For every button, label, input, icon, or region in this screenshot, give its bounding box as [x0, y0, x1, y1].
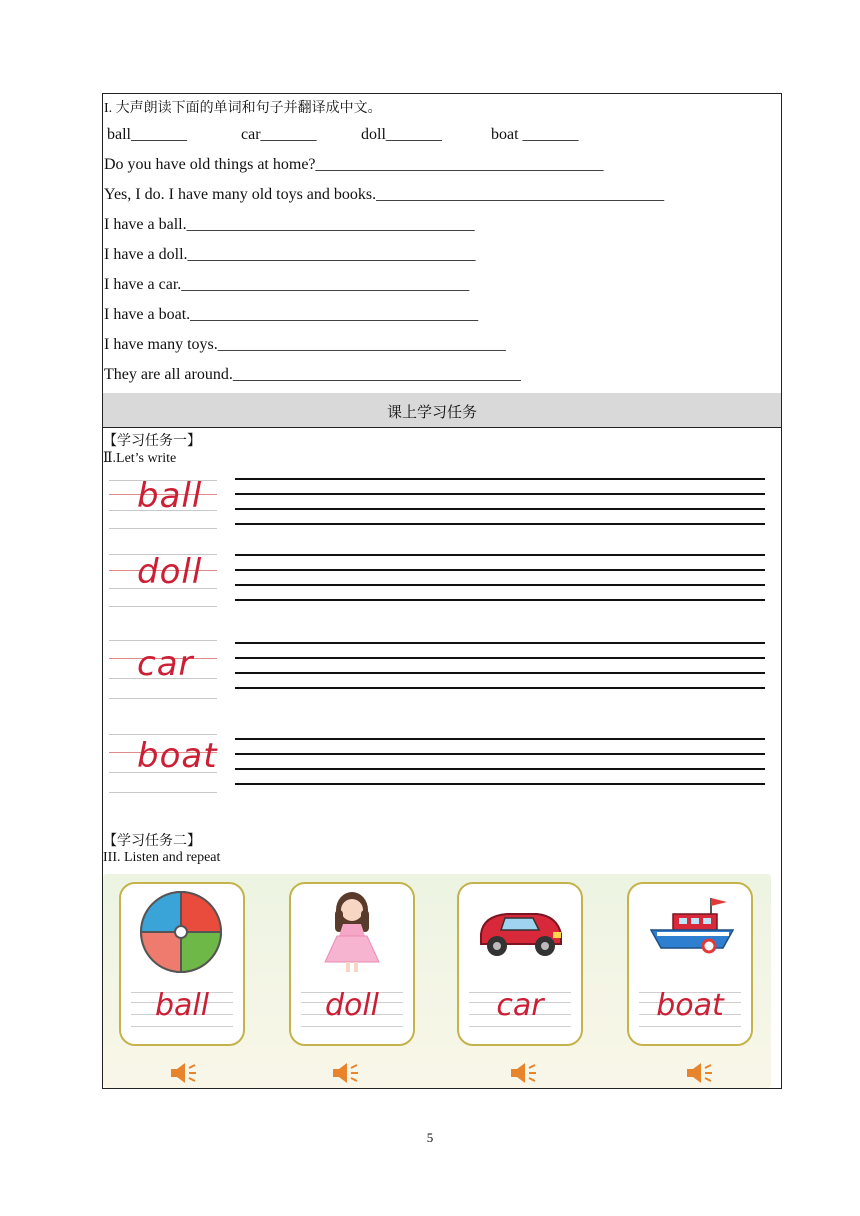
listen-panel [103, 874, 771, 1088]
speaker-icon[interactable] [509, 1062, 539, 1084]
write-word-doll [109, 554, 223, 614]
write-word-label: boat [137, 736, 218, 776]
toy-car-icon [459, 888, 581, 978]
part1-cell [103, 94, 781, 394]
card-boat [627, 882, 753, 1046]
worksheet-table [102, 93, 782, 1089]
write-word-label: ball [137, 476, 203, 516]
word-blank-doll: doll_______ [361, 126, 442, 143]
sentence-3: I have a ball.____________________________________ [104, 216, 475, 233]
sentence-1: Do you have old things at home?____________________________________ [104, 156, 604, 173]
toy-boat-icon [629, 888, 751, 978]
sentence-7: I have many toys.____________________________________ [104, 336, 506, 353]
sentence-8: They are all around.____________________________________ [104, 366, 521, 383]
doll-icon [291, 888, 413, 978]
tasks-cell [103, 428, 781, 1088]
write-word-boat [109, 734, 223, 796]
write-word-label: doll [137, 552, 203, 592]
page-number: 5 [426, 1130, 434, 1145]
card-car [457, 882, 583, 1046]
speaker-icon[interactable] [331, 1062, 361, 1084]
task2-title: 【学习任务二】 [103, 834, 201, 849]
task2-subtitle: III. Listen and repeat [103, 850, 221, 865]
write-word-label: car [137, 644, 194, 684]
beach-ball-icon [121, 888, 243, 978]
card-word: doll [324, 988, 380, 1023]
section-title: 课上学习任务 [386, 405, 477, 421]
sentence-2: Yes, I do. I have many old toys and books.____________________________________ [104, 186, 665, 203]
card-word: boat [656, 988, 724, 1023]
card-word: ball [154, 988, 210, 1023]
sentence-4: I have a doll.____________________________________ [104, 246, 476, 263]
card-ball [119, 882, 245, 1046]
section-title-cell [103, 393, 781, 428]
card-word: car [496, 988, 544, 1023]
word-blank-boat: boat _______ [491, 126, 579, 143]
word-list [107, 126, 579, 144]
task1-title: 【学习任务一】 [103, 434, 201, 449]
speaker-icon[interactable] [169, 1062, 199, 1084]
card-doll [289, 882, 415, 1046]
write-word-ball [109, 476, 223, 532]
speaker-icon[interactable] [685, 1062, 715, 1084]
write-word-car [109, 640, 223, 704]
sentence-6: I have a boat.____________________________________ [104, 306, 479, 323]
sentence-5: I have a car.____________________________________ [104, 276, 470, 293]
word-blank-car: car_______ [241, 126, 317, 143]
task1-subtitle: Ⅱ.Let’s write [103, 451, 177, 466]
word-blank-ball: ball_______ [107, 126, 187, 143]
part1-heading: I. 大声朗读下面的单词和句子并翻译成中文。 [104, 101, 382, 116]
